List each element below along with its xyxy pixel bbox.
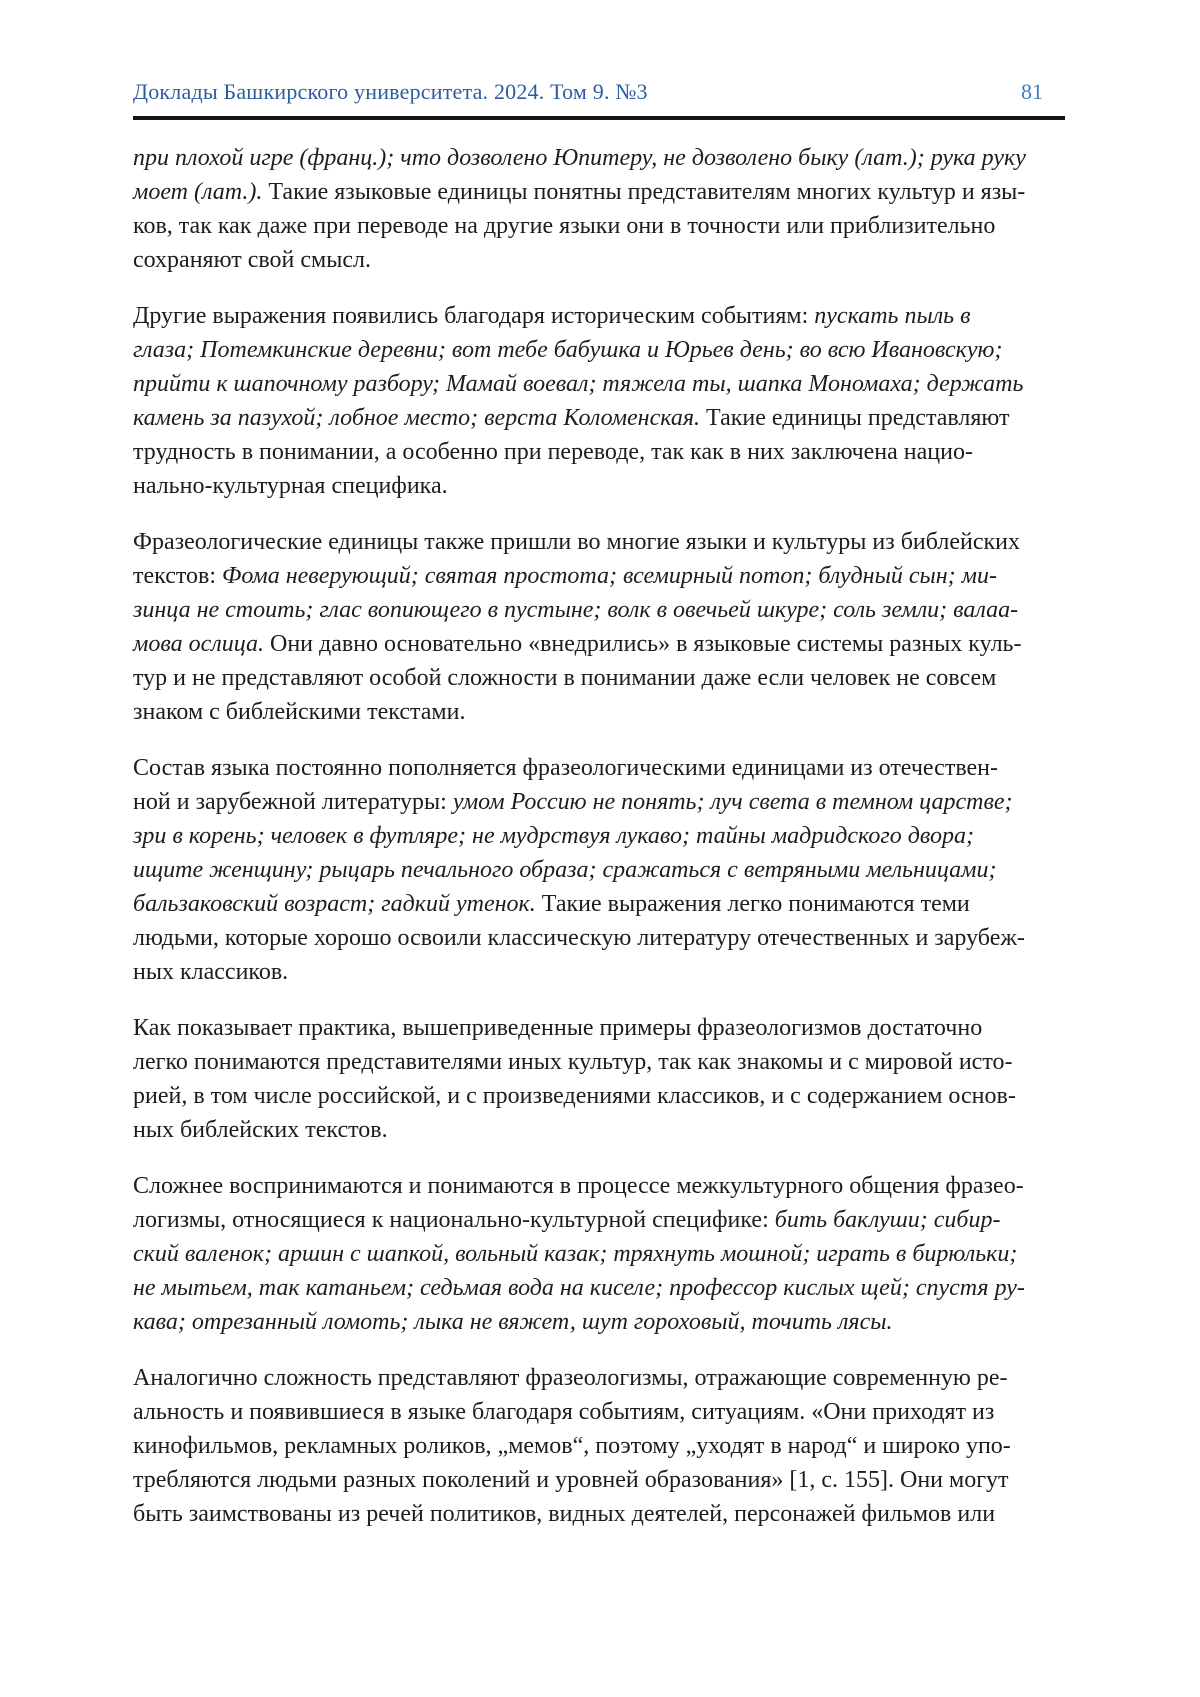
text-line [133,299,1065,333]
text-segment: Такие выражения легко понимаются теми [535,891,970,917]
paragraph [133,525,1065,729]
page-number: 81 [1021,79,1043,104]
italic-text-segment: ищите женщину; рыцарь печального образа; сражаться с ветряными мельницами; [133,857,997,883]
journal-title: Доклады Башкирского университета. 2024. Том 9. №3 [133,79,648,104]
text-line [133,333,1065,367]
text-segment: людьми, которые хорошо освоили классическую литературу отечественных и зарубеж- [133,925,1025,951]
text-line [133,661,1065,695]
text-line [133,367,1065,401]
text-line [133,469,1065,503]
text-line [133,1045,1065,1079]
text-line [133,1497,1065,1531]
text-segment: Фразеологические единицы также пришли во многие языки и культуры из библейских [133,529,1020,555]
italic-text-segment: мова ослица. [133,631,264,657]
italic-text-segment: не мытьем, так катаньем; седьмая вода на киселе; профессор кислых щей; спустя ру- [133,1275,1025,1301]
text-segment: Они давно основательно «внедрились» в языковые системы разных куль- [263,631,1022,657]
text-line [133,175,1065,209]
text-segment: трудность в понимании, а особенно при переводе, так как в них заключена нацио- [133,439,973,465]
text-line [133,1395,1065,1429]
text-segment: рией, в том числе российской, и с произведениями классиков, и с содержанием основ- [133,1083,1016,1109]
text-line [133,1237,1065,1271]
text-line [133,887,1065,921]
italic-text-segment: Фома неверующий; святая простота; всемирный потоп; блудный сын; ми- [216,563,997,589]
text-line [133,1011,1065,1045]
text-segment: быть заимствованы из речей политиков, видных деятелей, персонажей фильмов или [133,1501,996,1527]
text-line [133,559,1065,593]
italic-text-segment: камень за пазухой; лобное место; верста Коломенская. [133,405,700,431]
text-segment: альность и появившиеся в языке благодаря событиям, ситуациям. «Они приходят из [133,1399,995,1425]
text-segment: тур и не представляют особой сложности в понимании даже если человек не совсем [133,665,997,691]
text-segment: Состав языка постоянно пополняется фразеологическими единицами из отечествен- [133,755,998,781]
text-segment: нально-культурная специфика. [133,473,448,499]
text-segment: текстов: [133,563,217,589]
italic-text-segment: моет (лат.). [133,179,263,205]
italic-text-segment: кава; отрезанный ломоть; лыка не вяжет, шут гороховый, точить лясы. [133,1309,893,1335]
text-line [133,401,1065,435]
text-segment: ков, так как даже при переводе на другие языки они в точности или приблизительно [133,213,996,239]
text-line [133,435,1065,469]
text-segment: Такие единицы представляют [700,405,1010,431]
text-segment: легко понимаются представителями иных культур, так как знакомы и с мировой исто- [133,1049,1013,1075]
paragraph [133,1011,1065,1147]
text-segment: Такие языковые единицы понятны представителям многих культур и язы- [262,179,1026,205]
text-line [133,525,1065,559]
text-line [133,921,1065,955]
text-line [133,593,1065,627]
paragraph [133,1169,1065,1339]
text-line [133,1079,1065,1113]
text-segment: знаком с библейскими текстами. [133,699,466,725]
text-line [133,955,1065,989]
text-segment: Другие выражения появились благодаря историческим событиям: [133,303,809,329]
text-segment: Как показывает практика, вышеприведенные примеры фразеологизмов достаточно [133,1015,983,1041]
text-line [133,141,1065,175]
text-segment: кинофильмов, рекламных роликов, „мемов“, поэтому „уходят в народ“ и широко упо- [133,1433,1011,1459]
text-segment: Аналогично сложность представляют фразеологизмы, отражающие современную ре- [133,1365,1008,1391]
text-line [133,243,1065,277]
text-line [133,1113,1065,1147]
text-line [133,785,1065,819]
text-line [133,627,1065,661]
text-line [133,1361,1065,1395]
text-line [133,853,1065,887]
text-line [133,751,1065,785]
italic-text-segment: умом Россию не понять; луч света в темном царстве; [446,789,1013,815]
text-line [133,1271,1065,1305]
italic-text-segment: при плохой игре (франц.); что дозволено Юпитеру, не дозволено быку (лат.); рука руку [133,145,1026,171]
text-segment: Сложнее воспринимаются и понимаются в процессе межкультурного общения фразео- [133,1173,1024,1199]
text-line [133,1169,1065,1203]
italic-text-segment: зри в корень; человек в футляре; не мудрствуя лукаво; тайны мадридского двора; [133,823,974,849]
text-line [133,1305,1065,1339]
italic-text-segment: бальзаковский возраст; гадкий утенок. [133,891,536,917]
text-line [133,695,1065,729]
article-body [133,141,1065,1531]
italic-text-segment: пускать пыль в [808,303,971,329]
italic-text-segment: прийти к шапочному разбору; Мамай воевал; тяжела ты, шапка Мономаха; держать [133,371,1024,397]
text-segment: логизмы, относящиеся к национально-культурной специфике: [133,1207,769,1233]
italic-text-segment: бить баклуши; сибир- [768,1207,1001,1233]
text-segment: сохраняют свой смысл. [133,247,371,273]
italic-text-segment: ский валенок; аршин с шапкой, вольный казак; тряхнуть мошной; играть в бирюльки; [133,1241,1018,1267]
paragraph [133,1361,1065,1531]
text-segment: ных классиков. [133,959,289,985]
text-line [133,1463,1065,1497]
paragraph [133,751,1065,989]
paragraph [133,141,1065,277]
paragraph [133,299,1065,503]
content-column [133,0,1065,1531]
text-segment: требляются людьми разных поколений и уровней образования» [1, с. 155]. Они могут [133,1467,1009,1493]
text-line [133,209,1065,243]
text-segment: ной и зарубежной литературы: [133,789,447,815]
page-header [133,78,1065,120]
text-line [133,1203,1065,1237]
text-line [133,1429,1065,1463]
italic-text-segment: зинца не стоить; глас вопиющего в пустыне; волк в овечьей шкуре; соль земли; валаа- [133,597,1019,623]
italic-text-segment: глаза; Потемкинские деревни; вот тебе бабушка и Юрьев день; во всю Ивановскую; [133,337,1003,363]
text-segment: ных библейских текстов. [133,1117,388,1143]
text-line [133,819,1065,853]
